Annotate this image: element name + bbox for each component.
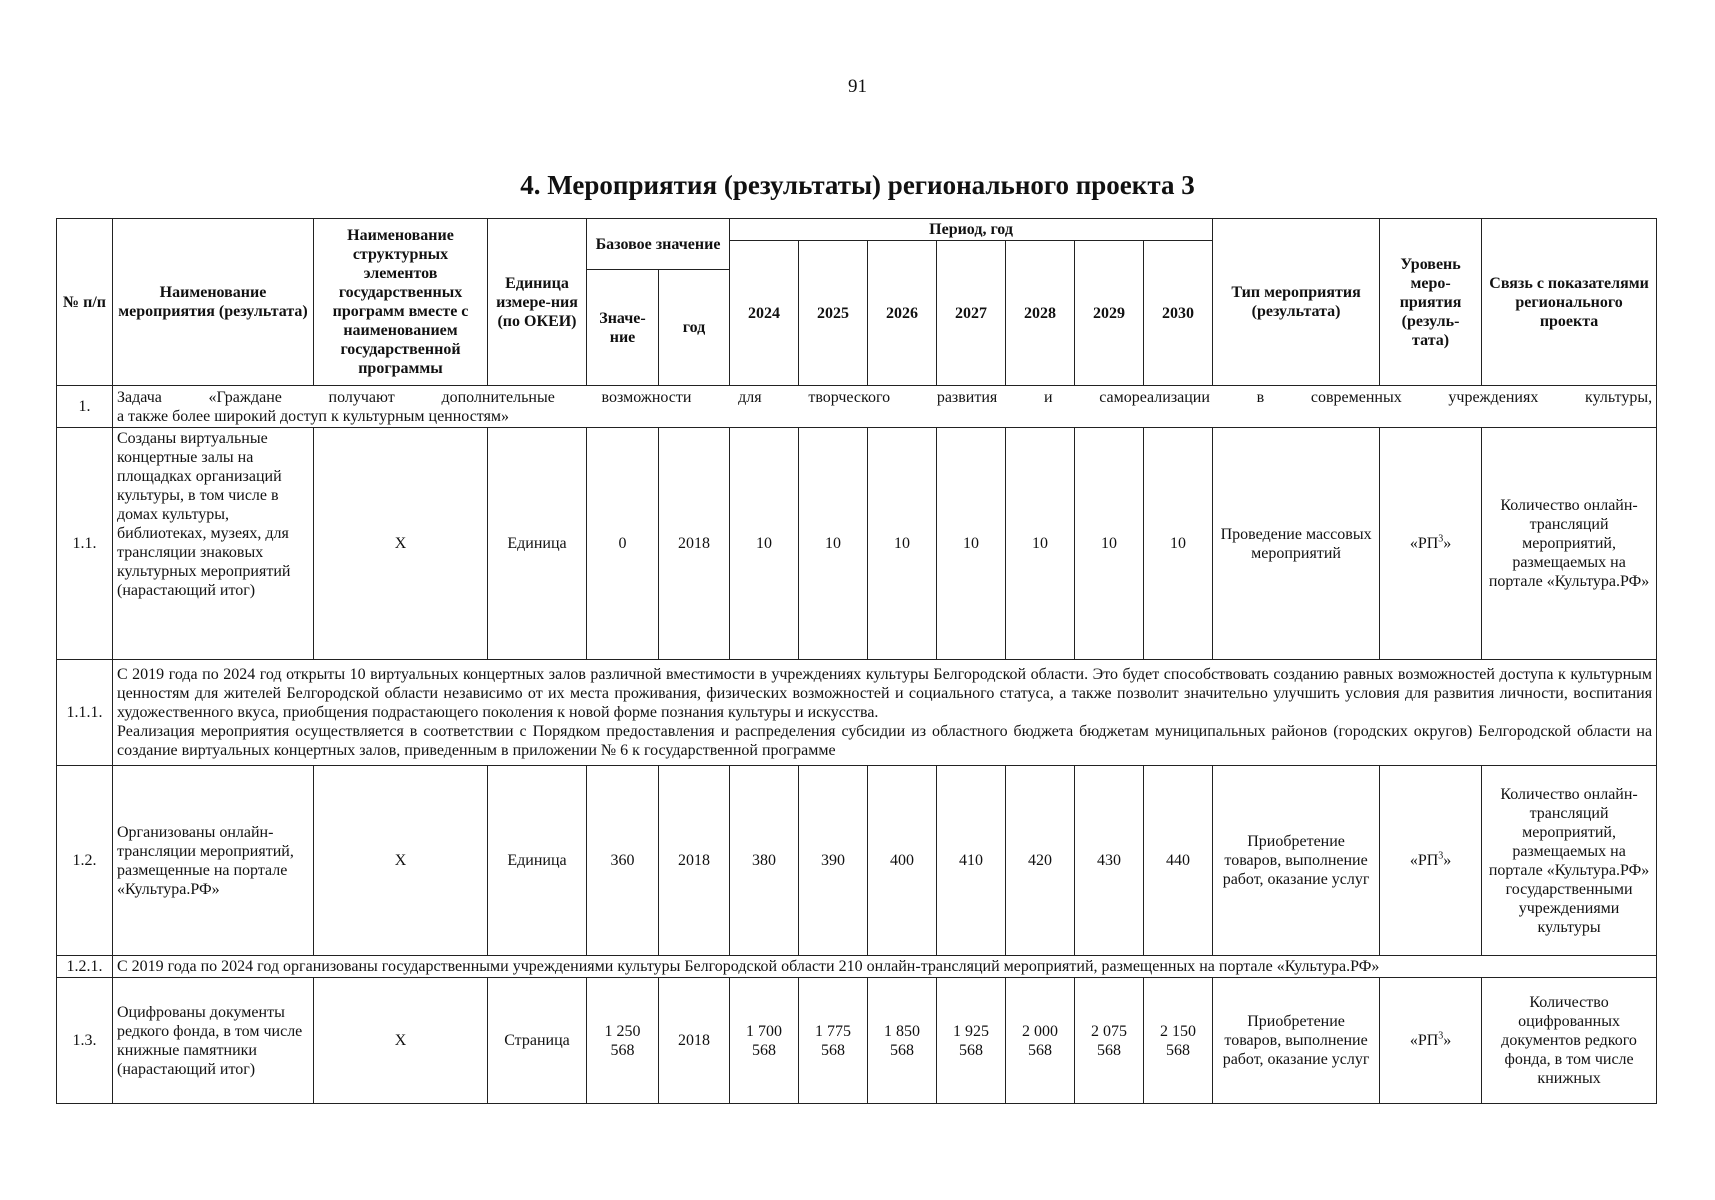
row-level-end: » <box>1443 535 1452 552</box>
row-base-value: 1 250 568 <box>587 978 659 1104</box>
task-text <box>113 386 1657 428</box>
note-num: 1.1.1. <box>57 660 113 766</box>
header-base-year: год <box>659 270 730 386</box>
page-title: 4. Мероприятия (результаты) регионального проекта 3 <box>520 170 1195 200</box>
row-struct: X <box>314 766 488 956</box>
row-level <box>1380 978 1482 1104</box>
row-type: Проведение массовых мероприятий <box>1213 428 1380 660</box>
row-value-2030: 2 150 568 <box>1144 978 1213 1104</box>
row-link: Количество онлайн-трансляций мероприятий, размещаемых на портале «Культура.РФ» <box>1482 428 1657 660</box>
header-type: Тип мероприятия (результата) <box>1213 219 1380 386</box>
row-value-2025: 10 <box>799 428 868 660</box>
row-base-year: 2018 <box>659 978 730 1104</box>
table-row <box>57 766 1657 956</box>
header-name: Наименование мероприятия (результата) <box>113 219 314 386</box>
row-type: Приобретение товаров, выполнение работ, оказание услуг <box>1213 978 1380 1104</box>
table-row <box>57 428 1657 660</box>
header-year-2024: 2024 <box>730 241 799 386</box>
row-value-2029: 430 <box>1075 766 1144 956</box>
row-value-2024: 10 <box>730 428 799 660</box>
row-level-sup: 3 <box>1438 1030 1444 1042</box>
note-row <box>57 956 1657 978</box>
row-value-2029: 2 075 568 <box>1075 978 1144 1104</box>
row-base-value: 360 <box>587 766 659 956</box>
row-num: 1.2. <box>57 766 113 956</box>
row-value-2027: 10 <box>937 428 1006 660</box>
table-row <box>57 978 1657 1104</box>
note-text <box>113 660 1657 766</box>
header-level: Уровень меро-приятия (резуль-тата) <box>1380 219 1482 386</box>
row-unit: Страница <box>488 978 587 1104</box>
note-text: С 2019 года по 2024 год организованы государственными учреждениями культуры Белгородской области 210 онлайн-трансляций мероприятий, размещенных на портале «Культура.РФ» <box>113 956 1657 978</box>
header-period: Период, год <box>730 219 1213 241</box>
row-base-year: 2018 <box>659 428 730 660</box>
row-level <box>1380 428 1482 660</box>
row-name: Организованы онлайн-трансляции мероприятий, размещенные на портале «Культура.РФ» <box>113 766 314 956</box>
row-level-text: «РП <box>1409 852 1439 869</box>
row-level-end: » <box>1443 1032 1452 1049</box>
row-value-2026: 1 850 568 <box>868 978 937 1104</box>
header-link: Связь с показателями регионального проекта <box>1482 219 1657 386</box>
row-value-2029: 10 <box>1075 428 1144 660</box>
header-base-value: Значе-ние <box>587 270 659 386</box>
row-name: Оцифрованы документы редкого фонда, в том числе книжные памятники (нарастающий итог) <box>113 978 314 1104</box>
row-value-2027: 410 <box>937 766 1006 956</box>
row-struct: X <box>314 978 488 1104</box>
header-year-2030: 2030 <box>1144 241 1213 386</box>
row-level-text: «РП <box>1409 1032 1439 1049</box>
row-level-sup: 3 <box>1438 533 1444 545</box>
row-base-value: 0 <box>587 428 659 660</box>
row-value-2030: 440 <box>1144 766 1213 956</box>
note-num: 1.2.1. <box>57 956 113 978</box>
header-unit: Единица измере-ния (по ОКЕИ) <box>488 219 587 386</box>
header-year-2028: 2028 <box>1006 241 1075 386</box>
task-row <box>57 386 1657 428</box>
row-value-2025: 390 <box>799 766 868 956</box>
page-number: 91 <box>848 76 867 97</box>
row-link: Количество онлайн-трансляций мероприятий, размещаемых на портале «Культура.РФ» государственными учреждениями культуры <box>1482 766 1657 956</box>
row-level <box>1380 766 1482 956</box>
row-value-2026: 10 <box>868 428 937 660</box>
row-value-2024: 380 <box>730 766 799 956</box>
row-level-sup: 3 <box>1438 850 1444 862</box>
row-value-2028: 420 <box>1006 766 1075 956</box>
header-struct: Наименование структурных элементов государственных программ вместе с наименованием государственной программы <box>314 219 488 386</box>
row-struct: X <box>314 428 488 660</box>
note-paragraph-2: Реализация мероприятия осуществляется в соответствии с Порядком предоставления и распределения субсидии из областного бюджета бюджетам муниципальных районов (городских округов) Белгородской области на создание виртуальных концертных залов, приведенным в приложении № 6 к государственной программе <box>117 723 1653 759</box>
row-unit: Единица <box>488 428 587 660</box>
task-num: 1. <box>57 386 113 428</box>
row-num: 1.3. <box>57 978 113 1104</box>
row-value-2024: 1 700 568 <box>730 978 799 1104</box>
row-unit: Единица <box>488 766 587 956</box>
row-link: Количество оцифрованных документов редкого фонда, в том числе книжных <box>1482 978 1657 1104</box>
header-year-2026: 2026 <box>868 241 937 386</box>
row-level-text: «РП <box>1409 535 1439 552</box>
row-level-end: » <box>1443 852 1452 869</box>
row-value-2026: 400 <box>868 766 937 956</box>
header-year-2027: 2027 <box>937 241 1006 386</box>
header-year-2029: 2029 <box>1075 241 1144 386</box>
note-paragraph-1: С 2019 года по 2024 год открыты 10 виртуальных концертных залов различной вместимости в учреждениях культуры Белгородской области. Это будет способствовать созданию равных возможностей доступа к культурным ценностям для жителей Белгородской области независимо от их места проживания, физических возможностей и социального статуса, а также позволит значительно улучшить условия для развития личности, воспитания художественного вкуса, приобщения подрастающего поколения к новой форме познания культуры и искусства. <box>117 666 1653 721</box>
row-name: Созданы виртуальные концертные залы на площадках организаций культуры, в том числе в домах культуры, библиотеках, музеях, для трансляции знаковых культурных мероприятий (нарастающий итог) <box>113 428 314 660</box>
row-num: 1.1. <box>57 428 113 660</box>
header-year-2025: 2025 <box>799 241 868 386</box>
note-row <box>57 660 1657 766</box>
task-text-line2: а также более широкий доступ к культурным ценностям» <box>117 407 510 425</box>
row-value-2028: 10 <box>1006 428 1075 660</box>
row-base-year: 2018 <box>659 766 730 956</box>
header-base: Базовое значение <box>587 219 730 270</box>
row-value-2030: 10 <box>1144 428 1213 660</box>
header-num: № п/п <box>57 219 113 386</box>
events-table <box>56 218 1657 1104</box>
task-text-line1: Задача «Граждане получают дополнительные возможности для творческого развития и самореализации в современных учреждениях культуры, <box>117 388 1653 406</box>
row-value-2025: 1 775 568 <box>799 978 868 1104</box>
row-type: Приобретение товаров, выполнение работ, оказание услуг <box>1213 766 1380 956</box>
row-value-2027: 1 925 568 <box>937 978 1006 1104</box>
row-value-2028: 2 000 568 <box>1006 978 1075 1104</box>
